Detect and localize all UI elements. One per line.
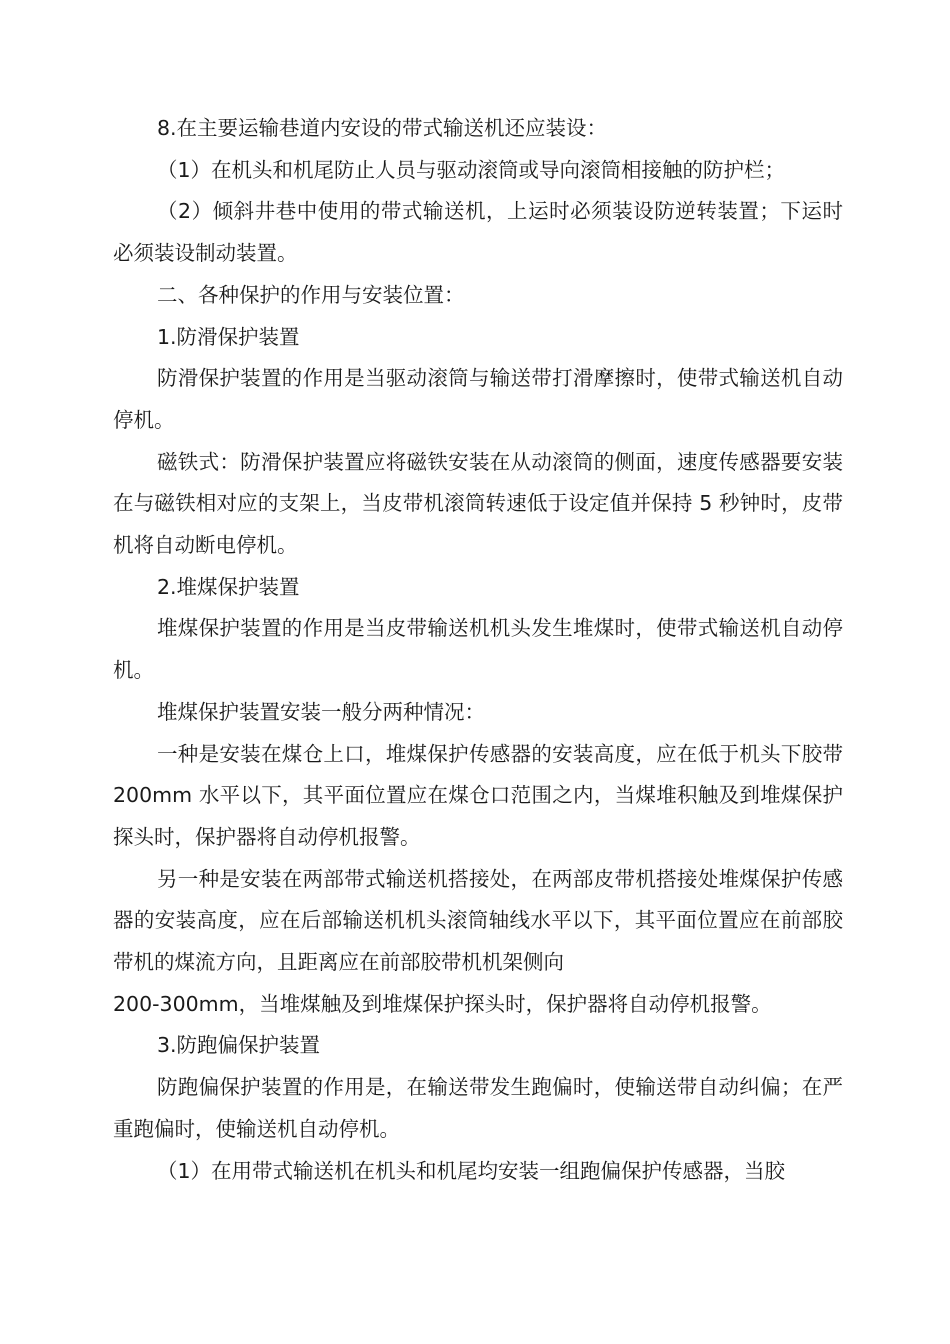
paragraph-deviation-sensor: （1）在用带式输送机在机头和机尾均安装一组跑偏保护传感器，当胶 <box>157 1158 786 1183</box>
paragraph-coal-pile-cases: 堆煤保护装置安装一般分两种情况： <box>157 699 485 724</box>
paragraph-coal-bin-case: 一种是安装在煤仓上口，堆煤保护传感器的安装高度，应在低于机头下胶带 200mm 水平以下，其平面位置应在煤仓口范围之内，当煤堆积触及到堆煤保护探头时，保护器将自动停机报警。 <box>113 741 843 849</box>
paragraph-anti-reverse: （2）倾斜井巷中使用的带式输送机，上运时必须装设防逆转装置；下运时必须装设制动装置。 <box>113 199 843 266</box>
subheading-anti-slip: 1.防滑保护装置 <box>157 324 300 349</box>
subheading-coal-pile: 2.堆煤保护装置 <box>157 574 300 599</box>
paragraph-magnet-type: 磁铁式：防滑保护装置应将磁铁安装在从动滚筒的侧面，速度传感器要安装在与磁铁相对应的支架上，当皮带机滚筒转速低于设定值并保持 5 秒钟时，皮带机将自动断电停机。 <box>113 449 843 558</box>
document-body <box>113 108 843 1192</box>
paragraph-coal-pile-purpose: 堆煤保护装置的作用是当皮带输送机机头发生堆煤时，使带式输送机自动停机。 <box>113 616 843 683</box>
subheading-anti-deviation: 3.防跑偏保护装置 <box>157 1033 321 1058</box>
paragraph-overlap-case: 另一种是安装在两部带式输送机搭接处，在两部皮带机搭接处堆煤保护传感器的安装高度，应在后部输送机机头滚筒轴线水平以下，其平面位置应在前部胶带机的煤流方向，且距离应在前部胶带机机架侧向 <box>113 866 843 975</box>
section-heading-protections: 二、各种保护的作用与安装位置： <box>157 282 465 307</box>
paragraph-overlap-case-continued: 200-300mm，当堆煤触及到堆煤保护探头时，保护器将自动停机报警。 <box>113 991 772 1016</box>
paragraph-guard-rail: （1）在机头和机尾防止人员与驱动滚筒或导向滚筒相接触的防护栏； <box>157 157 786 182</box>
paragraph-anti-slip-purpose: 防滑保护装置的作用是当驱动滚筒与输送带打滑摩擦时，使带式输送机自动停机。 <box>113 366 843 432</box>
paragraph-item-8-heading: 8.在主要运输巷道内安设的带式输送机还应装设： <box>157 116 608 140</box>
paragraph-anti-deviation-purpose: 防跑偏保护装置的作用是，在输送带发生跑偏时，使输送带自动纠偏；在严重跑偏时，使输送机自动停机。 <box>113 1075 843 1141</box>
